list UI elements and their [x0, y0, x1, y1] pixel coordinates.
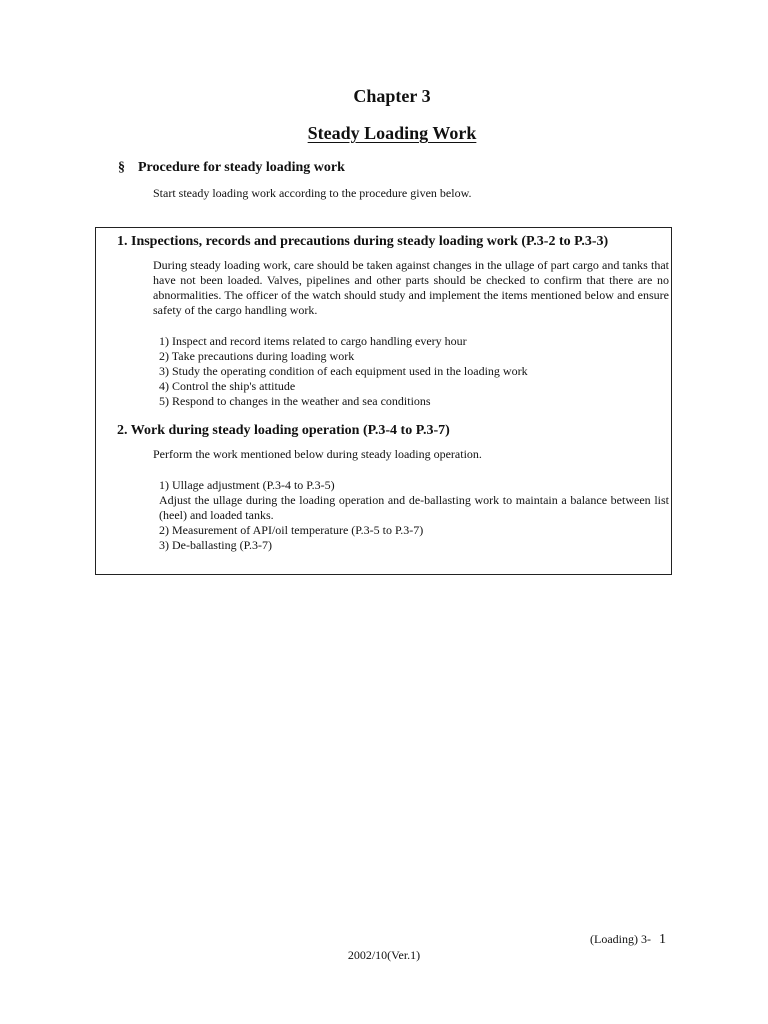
section-mark-icon: § — [118, 160, 125, 175]
page-number: 1 — [658, 932, 666, 947]
section-intro: Start steady loading work according to the procedure given below. — [153, 186, 472, 200]
list-item: 2) Take precautions during loading work — [159, 349, 355, 363]
chapter-heading: Chapter 3 — [353, 86, 431, 106]
list-item: 5) Respond to changes in the weather and sea conditions — [159, 394, 431, 408]
list-item: 3) De-ballasting (P.3-7) — [159, 538, 272, 552]
item-2-paragraph: Perform the work mentioned below during steady loading operation. — [153, 447, 482, 461]
list-item: 2) Measurement of API/oil temperature (P.3-5 to P.3-7) — [159, 523, 424, 537]
item-1-heading: 1. Inspections, records and precautions during steady loading work (P.3-2 to P.3-3) — [117, 234, 609, 249]
page-title-text: Steady Loading Work — [307, 123, 477, 143]
version-footer: 2002/10(Ver.1) — [347, 948, 421, 962]
page-reference-text: (Loading) 3- — [590, 932, 651, 946]
list-item: Adjust the ullage during the loading operation and de-ballasting work to maintain a balance between list (heel) and loaded tanks. — [159, 493, 669, 522]
item-1-paragraph: During steady loading work, care should be taken against changes in the ullage of part cargo and tanks that have not been loaded. Valves, pipelines and other parts should be checked to confirm that there are no abnormalities. The officer of the watch should study and implement the items mentioned below and ensure safety of the cargo handling work. — [153, 258, 669, 317]
item-2-heading: 2. Work during steady loading operation (P.3-4 to P.3-7) — [117, 423, 450, 438]
item-1-list — [159, 334, 528, 409]
list-item: 1) Ullage adjustment (P.3-4 to P.3-5) — [159, 478, 335, 492]
page-reference — [590, 932, 666, 948]
procedure-box — [95, 227, 672, 575]
page-title — [0, 123, 768, 144]
list-item: 1) Inspect and record items related to cargo handling every hour — [159, 334, 467, 348]
section-heading-text: Procedure for steady loading work — [138, 160, 345, 175]
list-item: 4) Control the ship's attitude — [159, 379, 296, 393]
item-2-list — [159, 478, 669, 553]
list-item: 3) Study the operating condition of each equipment used in the loading work — [159, 364, 528, 378]
section-heading — [118, 160, 345, 176]
